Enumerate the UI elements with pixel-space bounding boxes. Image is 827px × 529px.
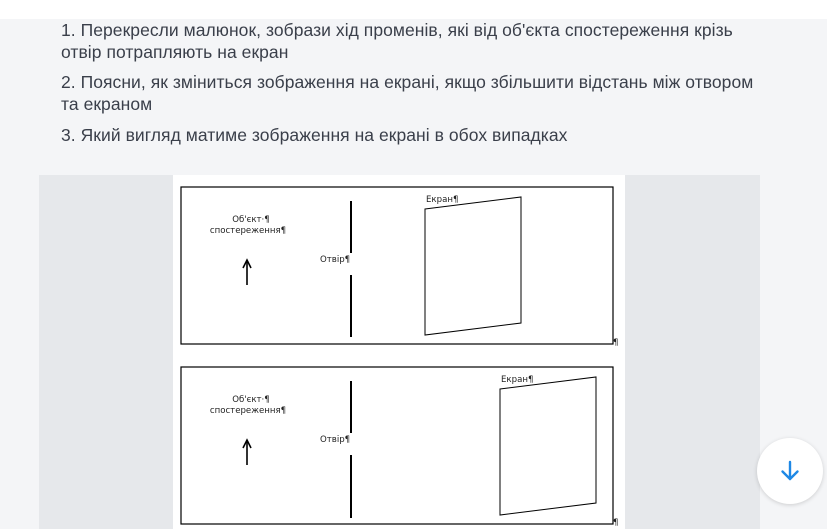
arrow-down-icon [778, 459, 802, 483]
panel-end-mark: ¶ [613, 518, 619, 528]
object-arrow-icon [243, 260, 251, 285]
top-strip [0, 0, 827, 19]
diagram-panel-1 [181, 187, 618, 348]
aperture-label: Отвір¶ [320, 255, 351, 265]
object-label: спостереження¶ [209, 226, 287, 236]
aperture-label: Отвір¶ [320, 435, 351, 445]
screen-label: Екран¶ [426, 195, 459, 205]
question-3: 3. Який вигляд матиме зображення на екрані в обох випадках [61, 125, 568, 145]
scroll-down-button[interactable] [757, 438, 823, 504]
question-2: 2. Поясни, як зміниться зображення на екрані, якщо збільшити відстань між отвором та екраном [61, 72, 754, 114]
object-label: Об'єкт·¶ [232, 215, 270, 225]
diagram-panel-2 [181, 367, 618, 528]
panel-frame [181, 187, 613, 344]
object-arrow-icon [243, 440, 251, 465]
screen [500, 377, 596, 515]
pinhole-camera-diagram [173, 175, 625, 529]
screen [425, 197, 521, 335]
object-label: спостереження¶ [209, 406, 287, 416]
screen-label: Екран¶ [501, 375, 534, 385]
object-label: Об'єкт·¶ [232, 395, 270, 405]
panel-end-mark: ¶ [613, 338, 619, 348]
question-1: 1. Перекресли малюнок, зобрази хід променів, які від об'єкта спостереження крізь отвір потрапляють на екран [61, 20, 733, 62]
